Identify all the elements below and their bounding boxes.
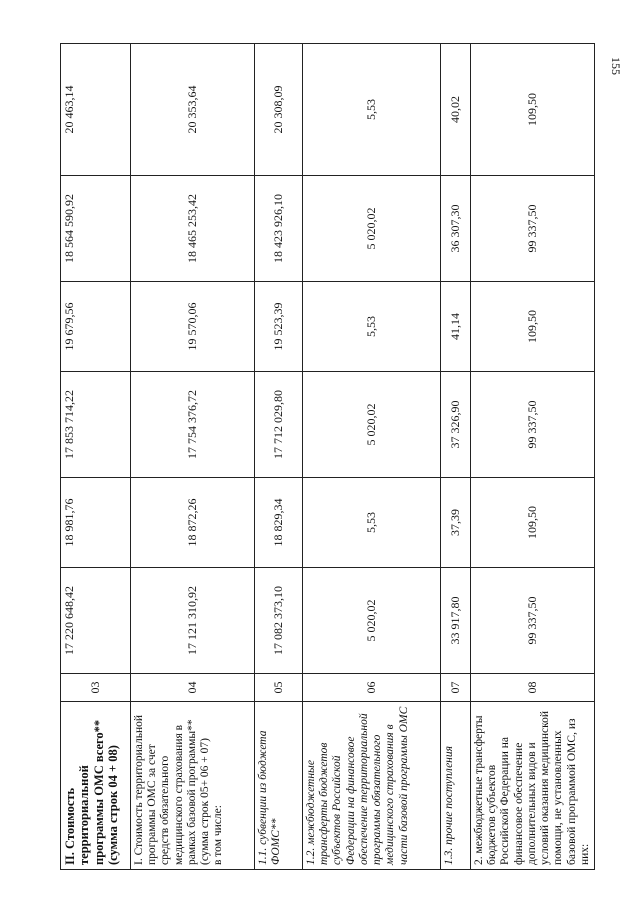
row-code: 08 [471, 674, 595, 702]
value-cell: 17 082 373,10 [255, 568, 303, 674]
value-cell: 17 220 648,42 [61, 568, 131, 674]
value-cell: 19 679,56 [61, 282, 131, 372]
value-cell: 99 337,50 [471, 372, 595, 478]
row-label-cell [131, 702, 255, 870]
row-label: 1.1. субвенции из бюджета ФОМС** [255, 702, 303, 870]
value-cell: 5,53 [303, 282, 441, 372]
value-cell: 40,02 [441, 44, 471, 176]
table-row [255, 44, 303, 870]
value-cell: 109,50 [471, 44, 595, 176]
row-label: 1.2. межбюджетные трансферты бюджетов субъектов Российской Федерации на финансовое обеспечение территориальной программы обязательного медицинского страхования в части базовой программы ОМС [303, 702, 441, 870]
row-code: 04 [131, 674, 255, 702]
table-row [441, 44, 471, 870]
value-cell: 33 917,80 [441, 568, 471, 674]
value-cell: 109,50 [471, 282, 595, 372]
value-cell: 19 523,39 [255, 282, 303, 372]
row-label: 2. межбюджетные трансферты бюджетов субъектов Российской Федерации на финансовое обеспечение дополнительных видов и условий оказания медицинской помощи, не установленных базовой программой ОМС, из них: [471, 702, 595, 870]
value-cell: 99 337,50 [471, 176, 595, 282]
value-cell: 20 353,64 [131, 44, 255, 176]
value-cell: 5 020,02 [303, 372, 441, 478]
value-cell: 5,53 [303, 44, 441, 176]
row-code: 06 [303, 674, 441, 702]
omc-cost-table [60, 43, 595, 870]
value-cell: 18 872,26 [131, 478, 255, 568]
page-number: 155 [609, 57, 623, 75]
value-cell: 20 308,09 [255, 44, 303, 176]
value-cell: 99 337,50 [471, 568, 595, 674]
value-cell: 17 712 029,80 [255, 372, 303, 478]
table-row [131, 44, 255, 870]
row-code: 05 [255, 674, 303, 702]
value-cell: 5 020,02 [303, 568, 441, 674]
value-cell: 37 326,90 [441, 372, 471, 478]
table-row [303, 44, 441, 870]
row-label-suffix: в том числе: [212, 805, 225, 865]
value-cell: 17 754 376,72 [131, 372, 255, 478]
row-code: 07 [441, 674, 471, 702]
value-cell: 36 307,30 [441, 176, 471, 282]
table-row [61, 44, 131, 870]
value-cell: 18 829,34 [255, 478, 303, 568]
row-label: II. Стоимость территориальной программы ОМС всего** (сумма строк 04 + 08) [61, 702, 131, 870]
value-cell: 18 423 926,10 [255, 176, 303, 282]
value-cell: 5,53 [303, 478, 441, 568]
row-label: 1.3. прочие поступления [441, 702, 471, 870]
value-cell: 17 853 714,22 [61, 372, 131, 478]
value-cell: 5 020,02 [303, 176, 441, 282]
row-label: I. Стоимость территориальной программы ОМС за счет средств обязательного медицинского страхования в рамках базовой программы** (сумма строк 05+ 06 + 07) [133, 715, 212, 865]
value-cell: 18 981,76 [61, 478, 131, 568]
value-cell: 41,14 [441, 282, 471, 372]
row-code: 03 [61, 674, 131, 702]
value-cell: 18 465 253,42 [131, 176, 255, 282]
value-cell: 109,50 [471, 478, 595, 568]
value-cell: 19 570,06 [131, 282, 255, 372]
rotated-table-container [60, 44, 592, 870]
table-row [471, 44, 595, 870]
value-cell: 17 121 310,92 [131, 568, 255, 674]
value-cell: 37,39 [441, 478, 471, 568]
value-cell: 18 564 590,92 [61, 176, 131, 282]
value-cell: 20 463,14 [61, 44, 131, 176]
